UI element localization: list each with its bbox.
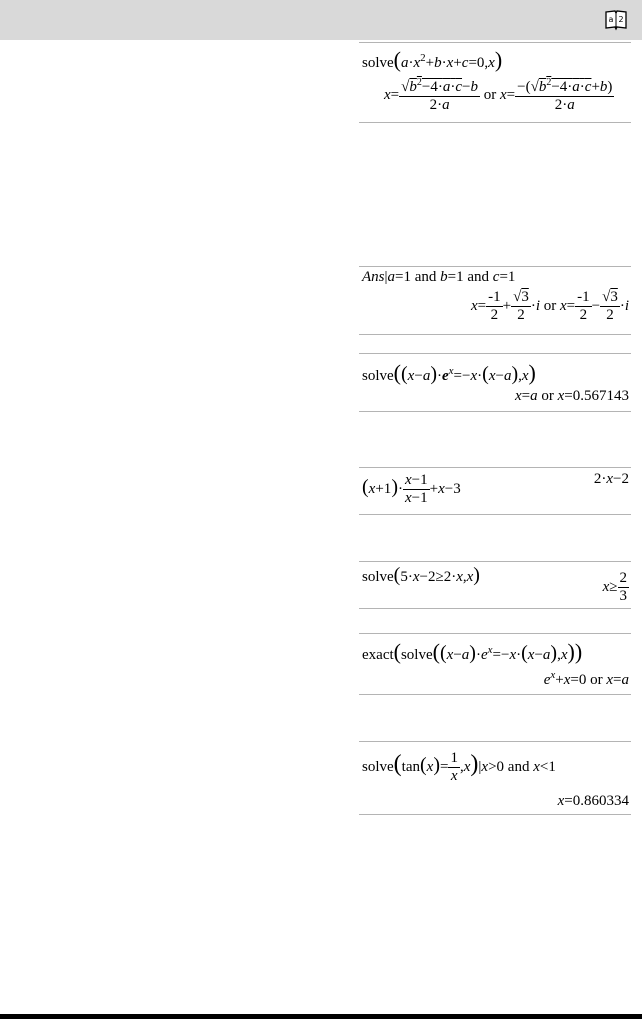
header-bar: [0, 0, 642, 40]
example-entry-4: [359, 467, 631, 515]
example-entry-1: [359, 42, 631, 123]
entry-7-output: x=0.860334: [557, 793, 629, 809]
entry-2-input: Ans|a=1 and b=1 and c=1: [362, 269, 516, 285]
book-icon: [604, 9, 628, 31]
entry-3-output: x=a or x=0.567143: [514, 388, 629, 404]
svg-text:2: 2: [618, 15, 624, 24]
entry-1-input: $solve(a\cdot x^2+b\cdot x+c=0,x)$: [362, 47, 503, 72]
entry-6-output: $e^x+x=0$ or x=a: [543, 669, 629, 688]
entry-4-input: (x+1)· $\frac{x-1}{x-1}$ +x−3: [362, 472, 461, 506]
example-entry-5: [359, 561, 631, 609]
entry-2-output: x= $\frac{-1}{2}$ + $\frac{√3}{2}$ ·i or x= $\frac{-1}{2}$ − $\frac{√3}{2}$ ·i: [470, 289, 629, 323]
example-entry-7: [359, 741, 631, 815]
svg-text:a: a: [608, 15, 614, 24]
entry-5-output: x≥ $\frac{2}{3}$: [602, 570, 627, 604]
entry-1-output: x= $\frac{√b^2-4\cdot a\cdot c-b}{2\cdot a}$ or x= $\frac{-(√b^2-4\cdot a\cdot c+b)}{2\cdot a}$: [384, 77, 613, 113]
footer-rule: [0, 1014, 642, 1019]
example-entry-3: [359, 353, 631, 412]
entry-7-input: solve(tan(x)= $\frac{1}{x}$ ,x)|x>0 and x<1: [362, 750, 556, 784]
entry-4-output: 2·x−2: [593, 471, 629, 487]
example-entry-2: [359, 266, 631, 335]
entry-5-input: solve(5·x−2≥2·x,x): [362, 564, 480, 586]
entry-6-input: $exact(solve((x-a)\cdot e^x=-x\cdot(x-a),x))$: [362, 639, 583, 664]
example-entry-6: [359, 633, 631, 695]
entry-3-input: $solve((x-a)\cdot e^x=-x\cdot(x-a),x)$: [362, 360, 536, 385]
